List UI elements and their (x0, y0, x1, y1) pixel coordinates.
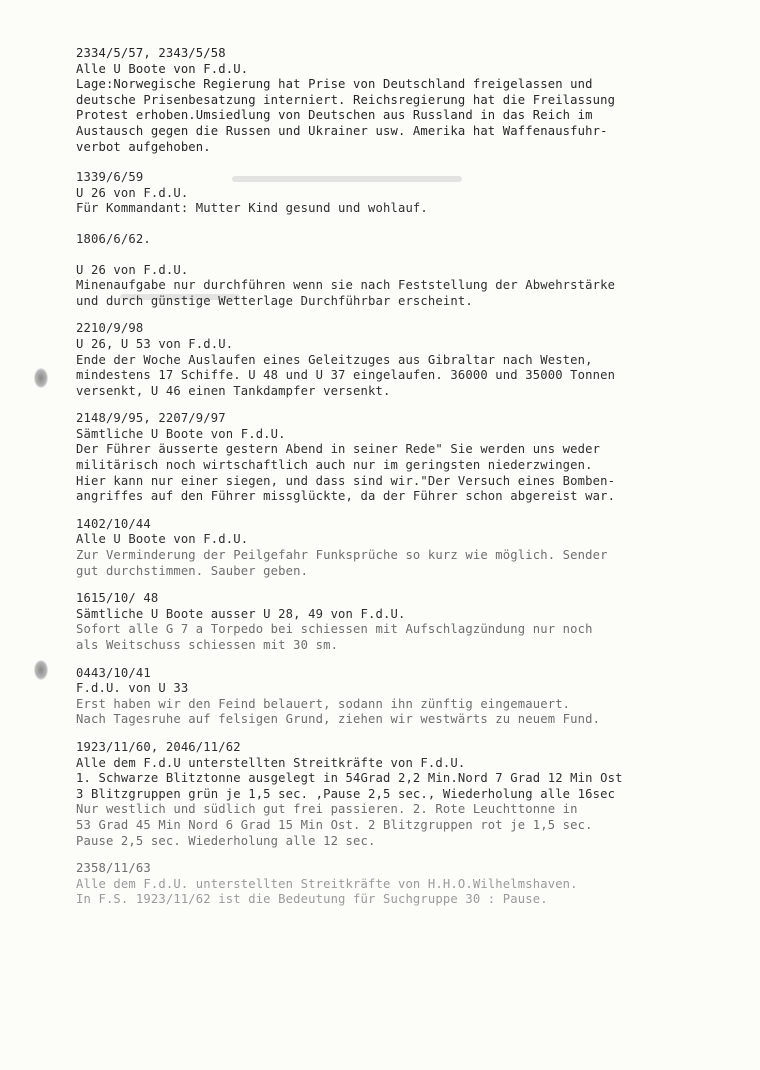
message-header: 1402/10/44 (76, 516, 151, 531)
message-entry (76, 263, 746, 310)
message-line: U 26 von F.d.U. (76, 185, 189, 200)
message-log (76, 46, 746, 908)
message-entry (76, 170, 746, 217)
message-line: Lage:Norwegische Regierung hat Prise von Deutschland freigelassen und (76, 77, 593, 92)
message-line: Für Kommandant: Mutter Kind gesund und wohlauf. (76, 201, 428, 216)
message-line: Protest erhoben.Umsiedlung von Deutschen aus Russland in das Reich im (76, 108, 593, 123)
message-header: U 26 von F.d.U. (76, 262, 189, 277)
message-line: Nach Tagesruhe auf felsigen Grund, ziehen wir westwärts zu neuem Fund. (76, 712, 601, 727)
message-line: Alle dem F.d.U. unterstellten Streitkräfte von H.H.O.Wilhelmshaven. (76, 876, 578, 891)
message-header: 1923/11/60, 2046/11/62 (76, 739, 241, 754)
message-entry (76, 411, 746, 505)
punch-hole-mark (34, 660, 48, 680)
message-entry (76, 232, 746, 248)
message-line: 53 Grad 45 Min Nord 6 Grad 15 Min Ost. 2 Blitzgruppen rot je 1,5 sec. (76, 817, 593, 832)
message-line: Austausch gegen die Russen und Ukrainer usw. Amerika hat Waffenausfuhr- (76, 123, 608, 138)
message-header: 2210/9/98 (76, 321, 144, 336)
message-header: 2334/5/57, 2343/5/58 (76, 46, 226, 60)
message-line: U 26, U 53 von F.d.U. (76, 336, 234, 351)
message-line: F.d.U. von U 33 (76, 681, 189, 696)
message-line: 3 Blitzgruppen grün je 1,5 sec. ,Pause 2,5 sec., Wiederholung alle 16sec (76, 786, 616, 801)
message-line: Nur westlich und südlich gut frei passieren. 2. Rote Leuchttonne in (76, 802, 578, 817)
message-line: und durch günstige Wetterlage Durchführbar erscheint. (76, 293, 473, 308)
message-entry (76, 591, 746, 653)
message-line: deutsche Prisenbesatzung interniert. Reichsregierung hat die Freilassung (76, 92, 616, 107)
message-line: Pause 2,5 sec. Wiederholung alle 12 sec. (76, 833, 376, 848)
message-line: In F.S. 1923/11/62 ist die Bedeutung für Suchgruppe 30 : Pause. (76, 892, 548, 907)
message-line: Erst haben wir den Feind belauert, sodann ihn zünftig eingemauert. (76, 696, 571, 711)
message-header: 1339/6/59 (76, 170, 144, 185)
message-line: Hier kann nur einer siegen, und dass sind wir."Der Versuch eines Bomben- (76, 473, 616, 488)
message-header: 2148/9/95, 2207/9/97 (76, 411, 226, 426)
message-line: Alle U Boote von F.d.U. (76, 532, 249, 547)
message-entry (76, 46, 746, 155)
message-header: 0443/10/41 (76, 665, 151, 680)
message-header: 1615/10/ 48 (76, 591, 159, 606)
message-line: angriffes auf den Führer missglückte, da der Führer schon abgereist war. (76, 489, 616, 504)
message-line: Sämtliche U Boote von F.d.U. (76, 426, 286, 441)
message-line: Sofort alle G 7 a Torpedo bei schiessen mit Aufschlagzündung nur noch (76, 622, 593, 637)
message-line: versenkt, U 46 einen Tankdampfer versenkt. (76, 383, 391, 398)
message-entry (76, 740, 746, 849)
message-line: Sämtliche U Boote ausser U 28, 49 von F.d.U. (76, 606, 406, 621)
message-line: Der Führer äusserte gestern Abend in seiner Rede" Sie werden uns weder (76, 442, 601, 457)
punch-hole-mark (34, 368, 48, 388)
message-line: Alle dem F.d.U unterstellten Streitkräfte von F.d.U. (76, 755, 466, 770)
message-line: Ende der Woche Auslaufen eines Geleitzuges aus Gibraltar nach Westen, (76, 352, 593, 367)
message-entry (76, 517, 746, 579)
message-line: gut durchstimmen. Sauber geben. (76, 563, 309, 578)
message-line: verbot aufgehoben. (76, 139, 211, 154)
message-header: 1806/6/62. (76, 231, 151, 246)
message-entry (76, 321, 746, 399)
message-line: mindestens 17 Schiffe. U 48 und U 37 eingelaufen. 36000 und 35000 Tonnen (76, 368, 616, 383)
message-entry (76, 666, 746, 728)
message-line: Alle U Boote von F.d.U. (76, 61, 249, 76)
message-entry (76, 861, 746, 908)
message-line: 1. Schwarze Blitztonne ausgelegt in 54Grad 2,2 Min.Nord 7 Grad 12 Min Ost (76, 771, 623, 786)
message-line: als Weitschuss schiessen mit 30 sm. (76, 638, 339, 652)
message-line: militärisch noch wirtschaftlich auch nur im geringsten niederzwingen. (76, 458, 593, 473)
message-line: Minenaufgabe nur durchführen wenn sie nach Feststellung der Abwehrstärke (76, 278, 616, 293)
message-line: Zur Verminderung der Peilgefahr Funksprüche so kurz wie möglich. Sender (76, 548, 608, 563)
message-header: 2358/11/63 (76, 861, 151, 876)
